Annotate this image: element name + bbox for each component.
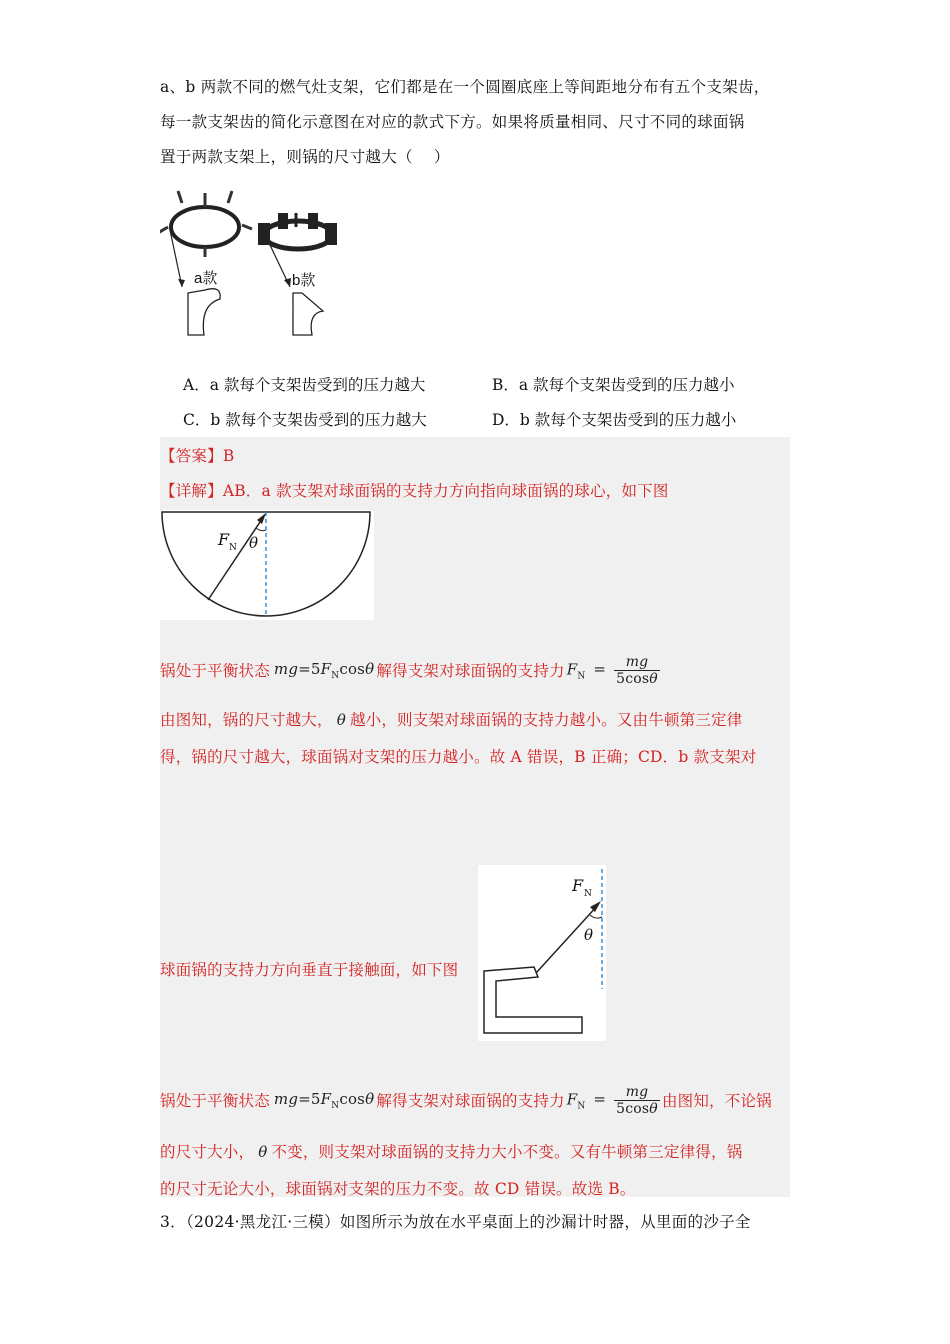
formula-1: $mg=5F_N\cos\theta$: [273, 659, 375, 681]
b-tooth-profile: [293, 293, 323, 335]
option-a[interactable]: A．a 款每个支架齿受到的压力越大: [183, 376, 426, 394]
equation-line-2: 锅处于平衡状态 $mg=5F_N\cos\theta$ 解得支架对球面锅的支持力 $F_N$ = $\frac{mg}{5\cos\theta}$ 由图知，不论锅: [160, 1083, 772, 1117]
stove-stand-figure: [160, 185, 360, 345]
label-b: b款: [292, 272, 316, 289]
label-a: a款: [194, 270, 218, 287]
detail-line-1: 【详解】AB．a 款支架对球面锅的支持力方向指向球面锅的球心，如下图: [160, 482, 669, 500]
answer-value: B: [222, 447, 235, 465]
fn-label-1: F: [218, 530, 230, 549]
fn-label-2: F: [572, 876, 584, 895]
next-question: 3．（2024·黑龙江·三模）如图所示为放在水平桌面上的沙漏计时器，从里面的沙子全: [160, 1213, 751, 1231]
detail-line-b2: 得，锅的尺寸越大，球面锅对支架的压力越小。故 A 错误，B 正确；CD．b 款支架对: [160, 748, 757, 766]
theta-label-1: θ: [249, 534, 259, 552]
theta-label-2: θ: [584, 926, 594, 944]
detail-line-d1: 的尺寸大小， θ 不变，则支架对球面锅的支持力大小不变。又有牛顿第三定律得，锅: [160, 1143, 743, 1161]
detail-line-b1: 由图知，锅的尺寸越大， θ 越小，则支架对球面锅的支持力越小。又由牛顿第三定律: [160, 711, 743, 729]
detail-label: 【详解】: [160, 482, 223, 500]
svg-text:N: N: [584, 889, 592, 899]
formula-4: $F_N$ = $\frac{mg}{5\cos\theta}$: [566, 1083, 658, 1117]
question-line-3: 置于两款支架上，则锅的尺寸越大（ ）: [160, 148, 450, 166]
option-c[interactable]: C．b 款每个支架齿受到的压力越大: [183, 411, 427, 429]
formula-2: $F_N$ = $\frac{mg}{5\cos\theta}$: [566, 653, 658, 687]
a-tooth-profile: [188, 289, 220, 335]
option-d[interactable]: D．b 款每个支架齿受到的压力越小: [492, 411, 737, 429]
hemisphere-diagram: [160, 510, 374, 620]
answer-label: 【答案】: [160, 447, 223, 465]
equation-line-1: 锅处于平衡状态 $mg=5F_N\cos\theta$ 解得支架对球面锅的支持力 $F_N$ = $\frac{mg}{5\cos\theta}$: [160, 653, 658, 687]
bracket-diagram: [478, 865, 606, 1041]
detail-line-c1: 球面锅的支持力方向垂直于接触面，如下图: [160, 961, 459, 979]
question-line-1: a、b 两款不同的燃气灶支架，它们都是在一个圆圈底座上等间距地分布有五个支架齿，: [160, 78, 770, 96]
option-b[interactable]: B．a 款每个支架齿受到的压力越小: [492, 376, 735, 394]
svg-text:N: N: [229, 543, 237, 553]
question-text: [160, 70, 800, 175]
formula-3: $mg=5F_N\cos\theta$: [273, 1089, 375, 1111]
answer-line: [160, 444, 234, 466]
question-line-2: 每一款支架齿的简化示意图在对应的款式下方。如果将质量相同、尺寸不同的球面锅: [160, 113, 745, 131]
detail-line-d2: 的尺寸无论大小，球面锅对支架的压力不变。故 CD 错误。故选 B。: [160, 1180, 636, 1198]
